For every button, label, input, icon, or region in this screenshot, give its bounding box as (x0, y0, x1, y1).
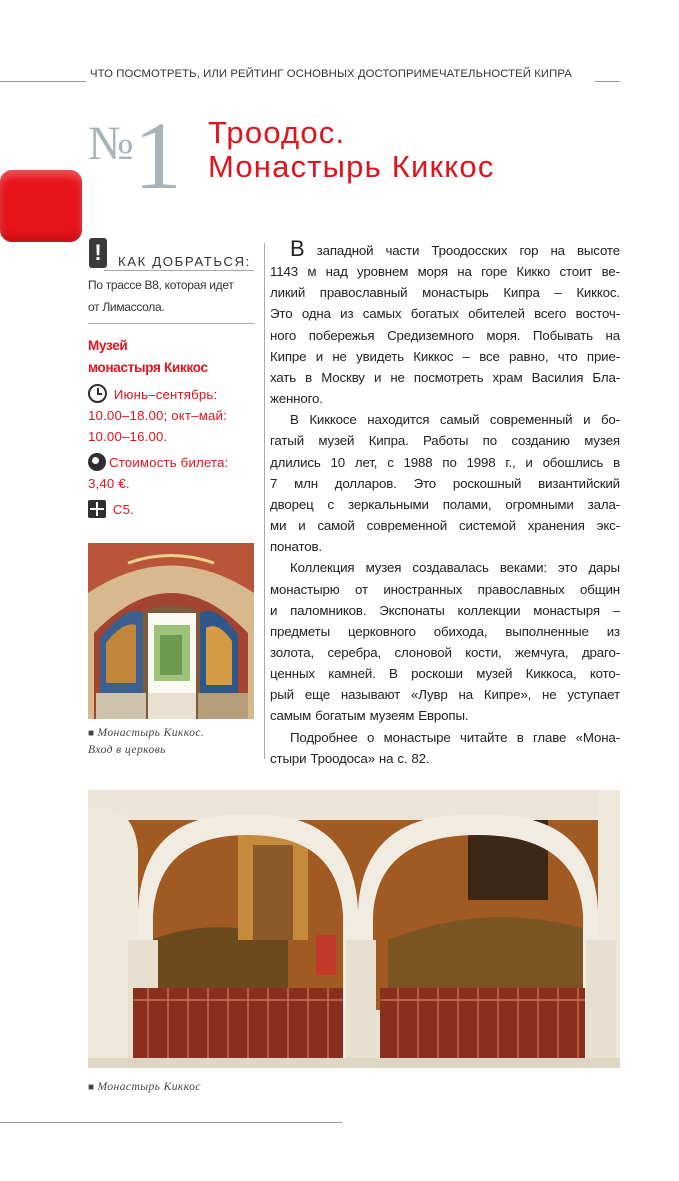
chapter-title (208, 116, 495, 184)
text-line: стыри Троодоса» на с. 82. (270, 750, 430, 766)
main-article (270, 236, 620, 769)
price-line: Стоимость билета: (109, 455, 229, 470)
text-line: дворец с зеркальными полами, огромными зала- (270, 496, 620, 512)
caption-bullet-icon: ■ (88, 1082, 95, 1093)
coin-icon (88, 453, 106, 471)
running-header: ЧТО ПОСМОТРЕТЬ, ИЛИ РЕЙТИНГ ОСНОВНЫХ ДОСТОПРИМЕЧАТЕЛЬНОСТЕЙ КИПРА (90, 68, 572, 80)
text-line: ного побережья Средиземного моря. Побывать на (270, 327, 620, 343)
sidebar-divider (88, 323, 254, 324)
caption-text: Монастырь Киккос (97, 1080, 201, 1093)
text-line: самым богатым музеям Европы. (270, 708, 469, 724)
text-line: ценных камней. В роскоши музей Киккоса, кото- (270, 666, 620, 682)
monastery-arcade-photo (88, 790, 620, 1068)
howto-line: от Лимассола. (88, 300, 165, 314)
ticket-price (88, 452, 254, 494)
title-line-1: Троодос. (208, 115, 346, 150)
text-line: предметы церковного обихода, выполненные из (270, 623, 620, 639)
chapter-number (88, 102, 182, 209)
hours-line: 10.00–16.00. (88, 429, 168, 444)
church-entrance-photo (88, 543, 254, 719)
hours-line: 10.00–18.00; окт–май: (88, 408, 227, 423)
text-line: рый еще называют «Лувр на Кипре», не уступает (270, 687, 620, 703)
text-line: монастырю от иностранных православных общин (270, 581, 620, 597)
paragraph-2 (270, 409, 620, 557)
paragraph-3 (270, 557, 620, 726)
museum-title-line: Музей (88, 338, 128, 353)
text-line: гатый музей Кипра. Работы по созданию музея (270, 433, 620, 449)
monastery-arcade-caption (88, 1079, 388, 1096)
caption-bullet-icon: ■ (88, 728, 95, 739)
howto-line: По трассе В8, которая идет (88, 278, 234, 292)
exclamation-icon: ! (89, 238, 107, 268)
text-line: Кипре и не увидеть Киккос – все равно, что прие- (270, 348, 620, 364)
text-line: В Киккосе находится самый современный и бо- (290, 412, 620, 428)
howto-text (88, 274, 254, 318)
footer-rule (0, 1122, 342, 1123)
column-divider (264, 243, 265, 759)
text-line: В западной части Троодосских гор на высоте (290, 236, 620, 261)
text-line: хать в Москву и не посмотреть храм Василия Бла- (270, 369, 620, 385)
map-reference (88, 499, 254, 520)
map-grid-icon (88, 500, 106, 518)
price-line: 3,40 €. (88, 476, 130, 491)
text-line: Подробнее о монастыре читайте в главе «Мона- (290, 729, 620, 745)
hours-line: Июнь–сентябрь: (113, 387, 218, 402)
text-line: длились 10 лет, с 1988 по 1998 г., и обошлись в (270, 454, 620, 470)
howto-header (88, 236, 254, 272)
text-line: Коллекция музея создавалась веками: это дары (290, 560, 620, 576)
text-line: 1143 м над уровнем моря на горе Кикко стоит ве- (270, 264, 620, 280)
text-line: и паломников. Экспонаты коллекции монастыря – (270, 602, 620, 618)
number-digit: 1 (133, 102, 182, 209)
howto-rule (104, 270, 254, 271)
map-ref-text: C5. (112, 502, 134, 517)
text-line: понатов. (270, 539, 322, 555)
text-line: золота, серебра, слоновой кости, жемчуга, драго- (270, 644, 620, 660)
text-line: Это одна из самых богатых обителей всего восточ- (270, 306, 620, 322)
church-entrance-caption (88, 725, 258, 758)
text-line: женного. (270, 391, 323, 407)
header-rule-left (0, 81, 86, 82)
museum-title-line: монастыря Киккос (88, 360, 208, 375)
opening-hours (88, 384, 254, 447)
number-sign: № (88, 117, 134, 170)
first-letter: В (290, 236, 305, 261)
header-rule-right (595, 81, 620, 82)
clock-icon (88, 384, 107, 403)
museum-title (88, 335, 254, 379)
chapter-tab-marker (0, 170, 82, 242)
text-line: ми и самой современной системой хранения экс- (270, 518, 620, 534)
howto-label: КАК ДОБРАТЬСЯ: (118, 254, 251, 269)
text-line: ликий православный монастырь Кипра – Киккос. (270, 285, 620, 301)
paragraph-4 (270, 727, 620, 769)
caption-line: Вход в церковь (88, 743, 166, 756)
paragraph-1 (270, 236, 620, 409)
caption-line: Монастырь Киккос. (97, 726, 205, 739)
title-line-2: Монастырь Киккос (208, 149, 495, 184)
text-line: 7 млн долларов. Это роскошный византийский (270, 475, 620, 491)
